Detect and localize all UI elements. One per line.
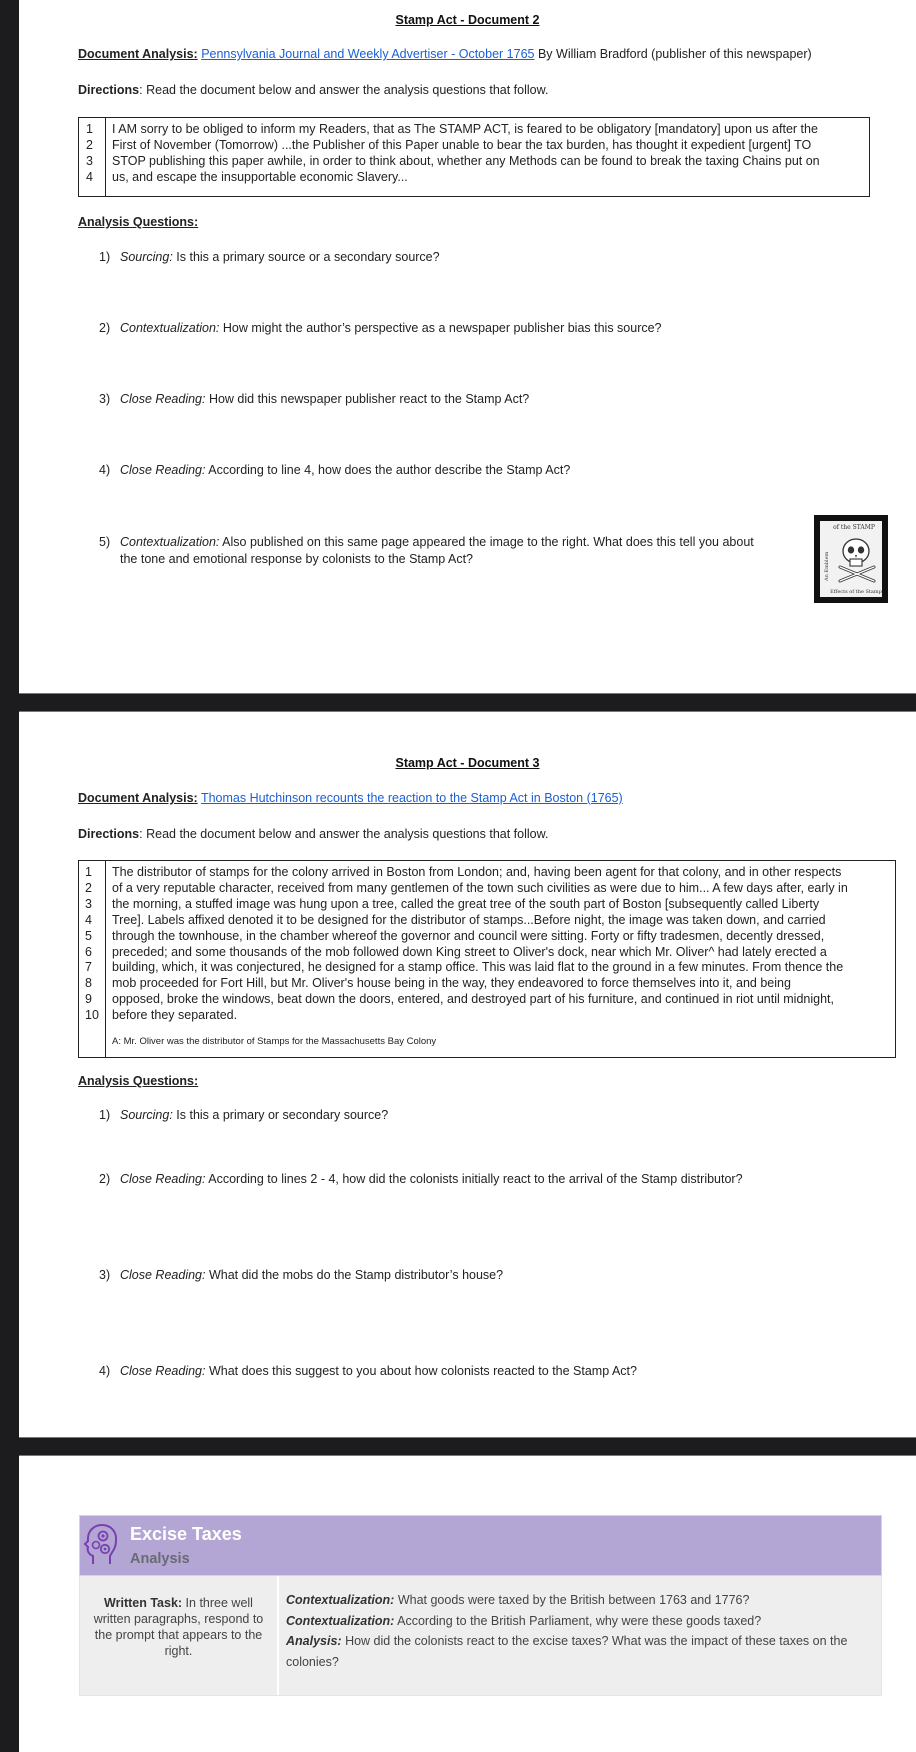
- prompt-text: What goods were taxed by the British between 1763 and 1776?: [394, 1593, 750, 1607]
- card-header: [79, 1515, 882, 1576]
- question-label: Close Reading:: [120, 1268, 206, 1282]
- question-2: [99, 1171, 743, 1188]
- question-number: 1): [99, 250, 111, 264]
- excerpt-line: us, and escape the insupportable economic Slavery...: [112, 169, 408, 184]
- analysis-questions-heading: [78, 215, 198, 229]
- document-analysis-line: [78, 791, 623, 805]
- card-title: Excise Taxes: [130, 1524, 242, 1544]
- page-title: Stamp Act - Document 2: [395, 13, 540, 27]
- questions-heading-text: Analysis Questions:: [78, 1074, 199, 1088]
- page-break-band: [19, 1437, 916, 1456]
- question-text: Is this a primary or secondary source?: [172, 1108, 389, 1122]
- excerpt-line: before they separated.: [112, 1008, 238, 1023]
- svg-text:An Emblem: An Emblem: [824, 551, 830, 581]
- question-text: Is this a primary source or a secondary source?: [172, 250, 440, 264]
- question-text: How might the author’s perspective as a newspaper publisher bias this source?: [219, 321, 662, 335]
- footnote: A: Mr. Oliver was the distributor of Stamps for the Massachusetts Bay Colony: [112, 1036, 437, 1048]
- question-text: According to line 4, how does the author describe the Stamp Act?: [205, 463, 571, 477]
- written-task-label: Written Task:: [104, 1596, 183, 1610]
- question-text: According to lines 2 - 4, how did the colonists initially react to the arrival of the Stamp distributor?: [205, 1172, 743, 1186]
- stamp-top-text: of the STAMP: [833, 524, 875, 531]
- document-analysis-label: Document Analysis:: [78, 47, 198, 61]
- page-document-3: [19, 712, 916, 1437]
- source-link[interactable]: Pennsylvania Journal and Weekly Advertiser - October 1765: [201, 47, 535, 61]
- directions-text: : Read the document below and answer the analysis questions that follow.: [139, 827, 549, 841]
- question-1: [99, 249, 440, 266]
- line-number: 4: [85, 912, 92, 927]
- document-analysis-label: Document Analysis:: [78, 791, 198, 805]
- written-task-cell: [80, 1576, 279, 1695]
- question-number: 1): [99, 1108, 111, 1122]
- prompts-cell: [279, 1576, 881, 1695]
- line-number: 6: [85, 944, 92, 959]
- excerpt-line: preceded; and some thousands of the mob followed down King street to Oliver's dock, near which Mr. Oliver^ had lately erected a: [112, 944, 827, 959]
- line-number: 2: [85, 880, 92, 895]
- excerpt-line: through the townhouse, in the chamber whereof the governor and council were sitting. Forty or fifty tradesmen, decently dressed,: [112, 928, 825, 943]
- card-body: [79, 1576, 882, 1696]
- card-subtitle: Analysis: [130, 1551, 190, 1567]
- question-label: Close Reading:: [120, 1172, 206, 1186]
- excerpt-text: [106, 118, 869, 196]
- prompt-text: According to the British Parliament, why were these goods taxed?: [394, 1613, 762, 1628]
- line-number: 8: [85, 976, 92, 991]
- head-gears-icon: [83, 1523, 119, 1567]
- line-number: 1: [85, 865, 92, 879]
- excerpt-line: I AM sorry to be obliged to inform my Readers, that as The STAMP ACT, is feared to be obligatory [mandatory] upon us after the: [112, 122, 818, 136]
- written-task-text: In three well written paragraphs, respond to the prompt that appears to the right.: [93, 1596, 264, 1658]
- document-analysis-line: [78, 47, 812, 61]
- directions-label: Directions: [78, 827, 140, 841]
- analysis-questions-heading: [78, 1074, 198, 1088]
- excerpt-text: [106, 861, 895, 1057]
- question-text-continued: the tone and emotional response by colonists to the Stamp Act?: [120, 552, 473, 566]
- question-text: How did this newspaper publisher react to the Stamp Act?: [205, 392, 530, 406]
- left-dark-margin: [0, 0, 19, 1752]
- question-text: What does this suggest to you about how colonists reacted to the Stamp Act?: [205, 1364, 637, 1378]
- directions-line: [78, 83, 548, 97]
- question-1: [99, 1107, 388, 1124]
- excerpt-line: opposed, broke the windows, beat down the doors, entered, and destroyed part of his furniture, and continued in riot until midnight,: [112, 992, 834, 1007]
- prompt-label: Contextualization:: [286, 1593, 395, 1607]
- question-label: Contextualization:: [120, 535, 220, 549]
- page-title: Stamp Act - Document 3: [395, 756, 540, 770]
- excise-taxes-card: [79, 1515, 882, 1696]
- question-label: Sourcing:: [120, 1108, 173, 1122]
- line-number: 7: [85, 960, 92, 975]
- prompt-text: How did the colonists react to the excise taxes? What was the impact of these taxes on the colonies?: [286, 1634, 848, 1669]
- question-number: 3): [99, 392, 111, 406]
- directions-text: : Read the document below and answer the analysis questions that follow.: [139, 83, 549, 97]
- question-number: 2): [99, 321, 111, 335]
- excerpt-line: building, which, it was conjectured, he designed for a stamp office. This was laid flat to the ground in a few minutes. From thence the: [112, 960, 844, 975]
- question-5: [99, 534, 819, 568]
- question-number: 4): [99, 463, 111, 477]
- questions-heading-text: Analysis Questions:: [78, 215, 199, 229]
- line-number: 5: [85, 928, 92, 943]
- prompt-label: Analysis:: [286, 1634, 342, 1648]
- line-numbers: [79, 118, 106, 196]
- excerpt-line: of a very reputable character, received from many gentlemen of the town such civilities as were due to him... A few days after, early in: [112, 880, 848, 895]
- question-label: Close Reading:: [120, 463, 206, 477]
- excerpt-line: STOP publishing this paper awhile, in order to think about, whether any Methods can be found to break the taxing Chains put on: [112, 153, 820, 168]
- question-3: [99, 1267, 503, 1284]
- stamp-bottom-text: Effects of the Stamp: [830, 589, 882, 595]
- document-excerpt-box: [78, 860, 896, 1058]
- question-text: What did the mobs do the Stamp distributor’s house?: [205, 1268, 504, 1282]
- line-number: 1: [86, 122, 93, 136]
- directions-line: [78, 827, 548, 841]
- question-number: 3): [99, 1268, 111, 1282]
- question-number: 2): [99, 1172, 111, 1186]
- line-numbers: [79, 861, 106, 1057]
- page-document-2: [19, 0, 916, 693]
- excerpt-line: mob proceeded for Fort Hill, but Mr. Oliver's house being in the way, they endeavored to force themselves into it, and being: [112, 976, 791, 991]
- prompt-2: [286, 1611, 875, 1632]
- line-number: 3: [86, 153, 93, 168]
- line-number: 10: [85, 1008, 99, 1023]
- question-text: Also published on this same page appeared the image to the right. What does this tell you about: [219, 535, 754, 549]
- question-label: Sourcing:: [120, 250, 173, 264]
- excerpt-line: Tree]. Labels affixed denoted it to be designed for the distributor of stamps...Before night, the image was taken down, and carried: [112, 912, 826, 927]
- line-number: 2: [86, 137, 93, 152]
- question-2: [99, 320, 662, 337]
- prompt-1: [286, 1590, 875, 1611]
- line-number: 9: [85, 992, 92, 1007]
- question-number: 5): [99, 535, 111, 549]
- source-author: By William Bradford (publisher of this newspaper): [534, 47, 812, 61]
- excerpt-line: First of November (Tomorrow) ...the Publisher of this Paper unable to bear the tax burden, has thought it expedient [urgent] TO: [112, 137, 812, 152]
- skull-crossbones-stamp-icon: [814, 515, 888, 603]
- question-label: Close Reading:: [120, 392, 206, 406]
- question-4: [99, 1363, 637, 1380]
- document-excerpt-box: [78, 117, 870, 197]
- line-number: 4: [86, 169, 93, 184]
- excerpt-line: the morning, a stuffed image was hung upon a tree, called the great tree of the south part of Boston [subsequently called Liberty: [112, 896, 820, 911]
- source-link[interactable]: Thomas Hutchinson recounts the reaction to the Stamp Act in Boston (1765): [200, 791, 623, 805]
- question-label: Contextualization:: [120, 321, 220, 335]
- prompt-3: [286, 1631, 875, 1672]
- question-3: [99, 391, 529, 408]
- question-label: Close Reading:: [120, 1364, 206, 1378]
- question-number: 4): [99, 1364, 111, 1378]
- prompt-label: Contextualization:: [286, 1613, 395, 1628]
- line-number: 3: [85, 896, 92, 911]
- directions-label: Directions: [78, 83, 140, 97]
- question-4: [99, 462, 570, 479]
- page-break-band: [19, 693, 916, 712]
- excerpt-line: The distributor of stamps for the colony arrived in Boston from London; and, having been agent for that colony, and in other respects: [112, 865, 842, 879]
